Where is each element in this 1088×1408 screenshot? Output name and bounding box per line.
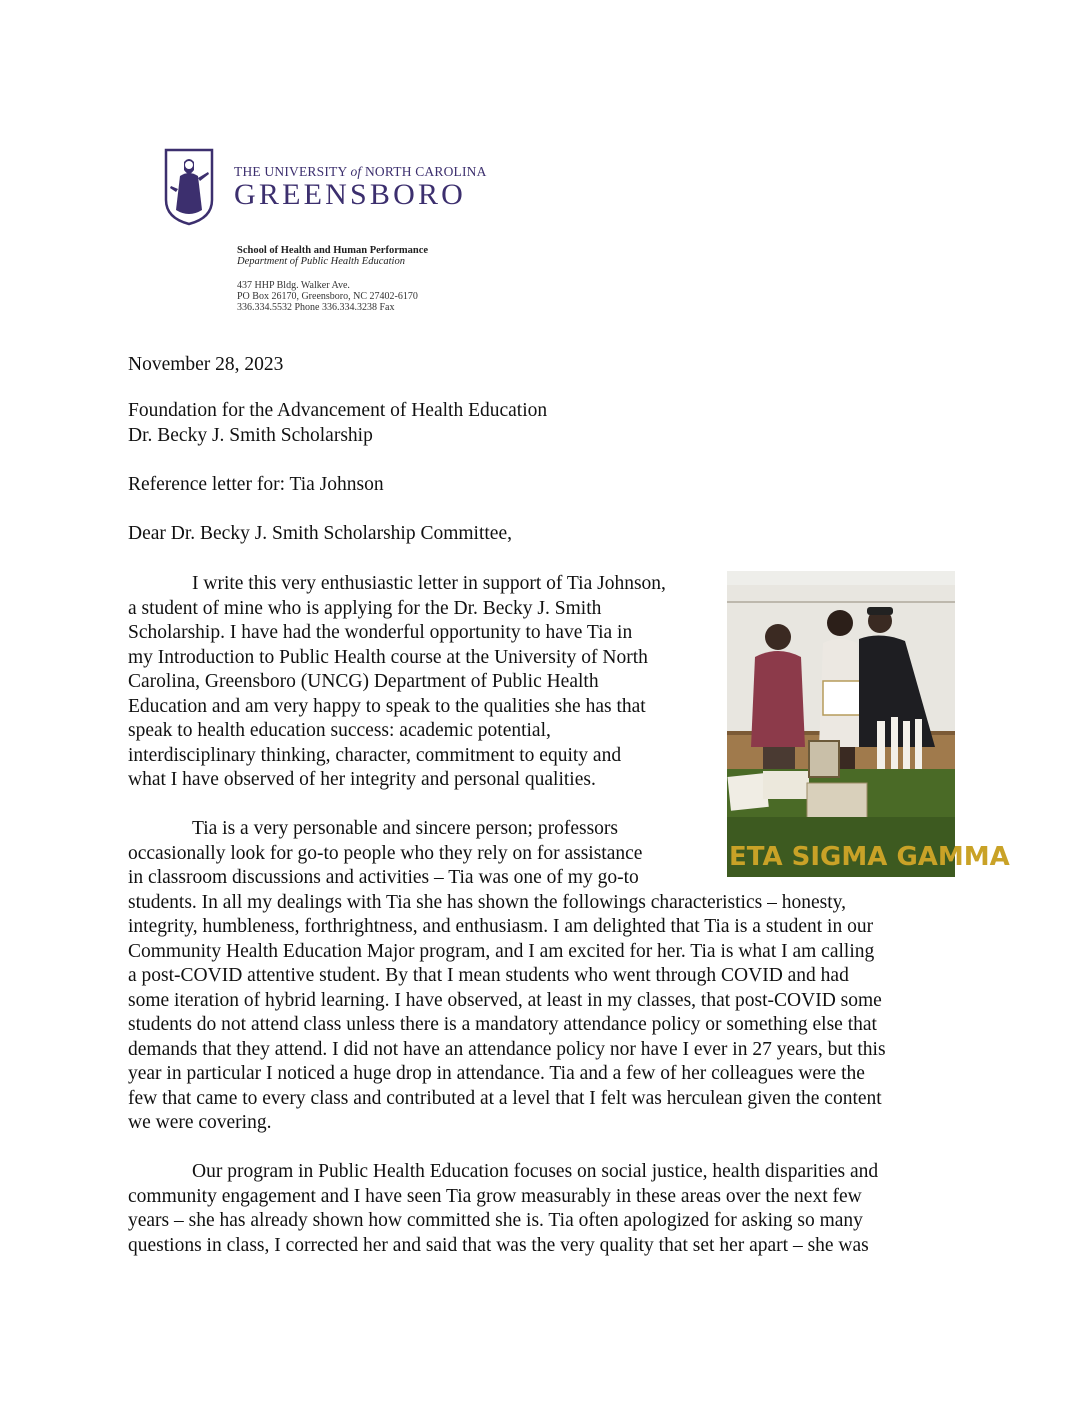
university-name-line1: THE UNIVERSITY of NORTH CAROLINA <box>234 164 487 179</box>
text-line: we were covering. <box>128 1112 272 1133</box>
text-line: speak to health education success: academic potential, <box>128 720 551 741</box>
paragraph-2 <box>128 817 964 1136</box>
text-line: integrity, humbleness, forthrightness, and enthusiasm. I am delighted that Tia is a student in our <box>128 916 874 937</box>
text-line: some iteration of hybrid learning. I have observed, at least in my classes, that post-COVID some <box>128 989 882 1011</box>
photo-banner-text: ETA SIGMA GAMMA <box>729 842 1010 872</box>
text-line: few that came to every class and contributed at a level that I felt was herculean given the content <box>128 1087 882 1109</box>
department-block <box>237 245 428 267</box>
recipient-line: Foundation for the Advancement of Health Education <box>128 400 548 421</box>
text-line: a student of mine who is applying for the Dr. Becky J. Smith <box>128 597 602 619</box>
salutation: Dear Dr. Becky J. Smith Scholarship Committee, <box>128 523 512 544</box>
paragraph-1 <box>128 572 716 793</box>
text-line: interdisciplinary thinking, character, commitment to equity and <box>128 744 622 766</box>
text-line: years – she has already shown how committed she is. Tia often apologized for asking so many <box>128 1210 863 1231</box>
contact-line: 336.334.5532 Phone 336.334.3238 Fax <box>237 302 395 313</box>
paragraph-3 <box>128 1160 964 1258</box>
text-line: Education and am very happy to speak to the qualities she has that <box>128 695 646 717</box>
text-line: Scholarship. I have had the wonderful opportunity to have Tia in <box>128 622 633 643</box>
letter-date: November 28, 2023 <box>128 354 284 375</box>
university-seal-icon <box>164 148 214 226</box>
text-line: Our program in Public Health Education focuses on social justice, health disparities and <box>192 1161 879 1182</box>
text-line: in classroom discussions and activities – Tia was one of my go-to <box>128 867 639 888</box>
reference-line: Reference letter for: Tia Johnson <box>128 474 384 495</box>
recipient-block <box>128 399 547 448</box>
recipient-line: Dr. Becky J. Smith Scholarship <box>128 424 373 446</box>
text-line: Community Health Education Major program, and I am excited for her. Tia is what I am calling <box>128 940 875 962</box>
address-block <box>237 280 418 313</box>
school-name: School of Health and Human Performance <box>237 245 429 256</box>
text-line: what I have observed of her integrity and personal qualities. <box>128 769 596 790</box>
text-line: community engagement and I have seen Tia grow measurably in these areas over the next few <box>128 1185 862 1207</box>
text-line: occasionally look for go-to people who they rely on for assistance <box>128 842 643 864</box>
university-name-line2: GREENSBORO <box>234 178 467 211</box>
address-line: PO Box 26170, Greensboro, NC 27402-6170 <box>237 291 418 302</box>
text-line: Carolina, Greensboro (UNCG) Department of Public Health <box>128 671 599 692</box>
text-line: a post-COVID attentive student. By that I mean students who went through COVID and had <box>128 965 849 986</box>
text-line: I write this very enthusiastic letter in support of Tia Johnson, <box>192 573 666 594</box>
text-line: year in particular I noticed a huge drop in attendance. Tia and a few of her colleagues were the <box>128 1063 865 1084</box>
text-line: questions in class, I corrected her and said that was the very quality that set her apart – she was <box>128 1234 869 1256</box>
text-line: Tia is a very personable and sincere person; professors <box>192 818 619 839</box>
address-line: 437 HHP Bldg. Walker Ave. <box>237 280 350 291</box>
text-line: students do not attend class unless there is a mandatory attendance policy or something else that <box>128 1014 877 1035</box>
department-name: Department of Public Health Education <box>237 256 405 267</box>
text-line: my Introduction to Public Health course at the University of North <box>128 646 648 668</box>
text-line: students. In all my dealings with Tia she has shown the followings characteristics – honesty, <box>128 891 846 913</box>
text-line: demands that they attend. I did not have an attendance policy nor have I ever in 27 years, but this <box>128 1038 886 1060</box>
